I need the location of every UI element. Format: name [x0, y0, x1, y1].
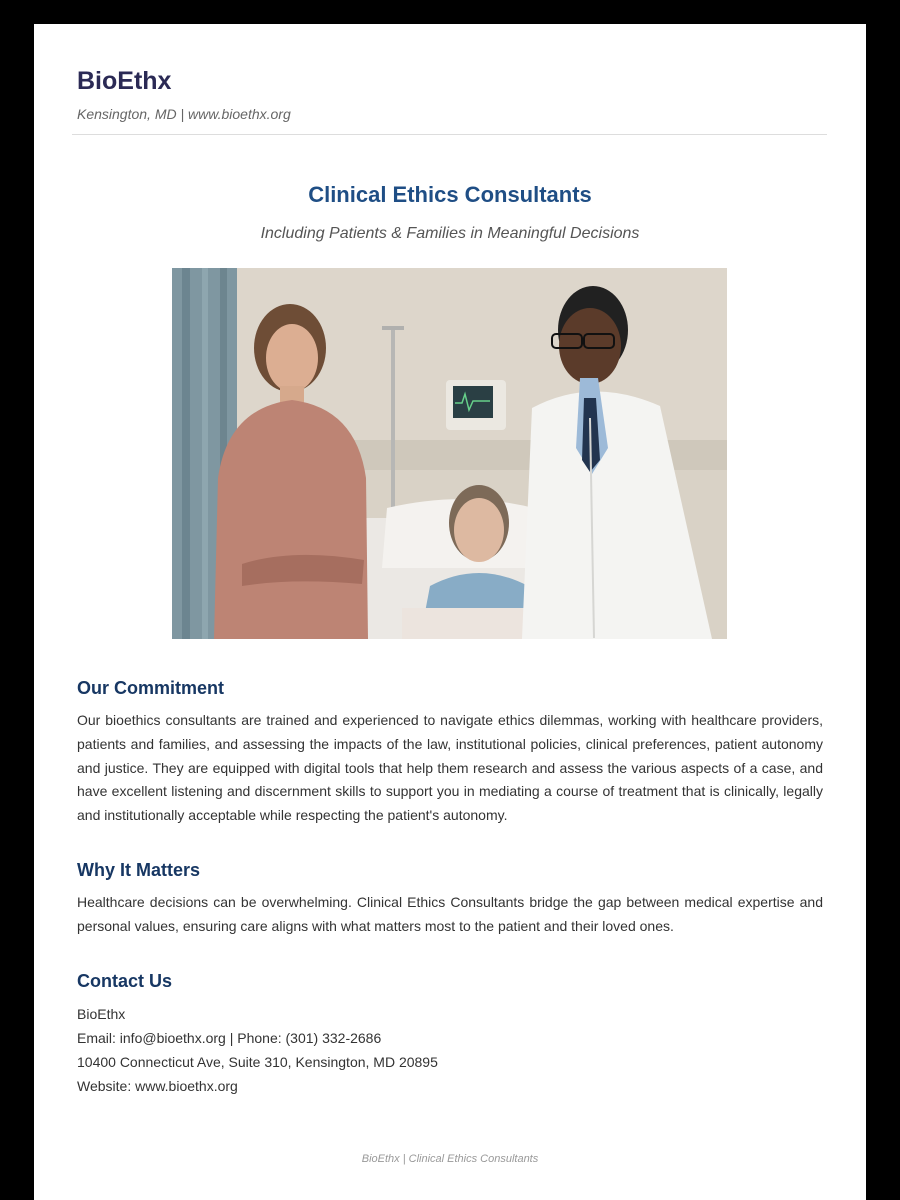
why-heading: Why It Matters	[77, 860, 201, 880]
contact-address: 10400 Connecticut Ave, Suite 310, Kensington, MD 20895	[77, 1054, 438, 1070]
commitment-text: Our bioethics consultants are trained and experienced to navigate ethics dilemmas, working with healthcare providers, patients and families, and assessing the impacts of the law, institutional policies, clinical preferences, patient autonomy and justice. They are equipped with digital tools that help them research and assess the various aspects of a case, and have excellent listening and discernment skills to support you in mediating a course of treatment that is clinically, legally and institutionally acceptable while respecting the patient's autonomy.	[77, 712, 823, 824]
header-divider	[72, 134, 827, 135]
document-title: Clinical Ethics Consultants	[308, 182, 592, 207]
hospital-consultation-photo	[172, 268, 727, 639]
contact-org-name: BioEthx	[77, 1006, 126, 1022]
brand-name: BioEthx	[77, 67, 172, 95]
contact-heading: Contact Us	[77, 971, 173, 991]
commitment-heading: Our Commitment	[77, 678, 225, 698]
why-text: Healthcare decisions can be overwhelming. Clinical Ethics Consultants bridge the gap between medical expertise and personal values, ensuring care aligns with what matters most to the patient and their loved ones.	[77, 894, 823, 934]
page-footer: BioEthx | Clinical Ethics Consultants	[361, 1153, 539, 1165]
document-page	[34, 24, 866, 1200]
contact-website: Website: www.bioethx.org	[77, 1078, 238, 1094]
document-subtitle: Including Patients & Families in Meaningful Decisions	[260, 225, 640, 242]
brand-tagline: Kensington, MD | www.bioethx.org	[77, 106, 291, 122]
contact-email-phone: Email: info@bioethx.org | Phone: (301) 332-2686	[77, 1030, 382, 1046]
